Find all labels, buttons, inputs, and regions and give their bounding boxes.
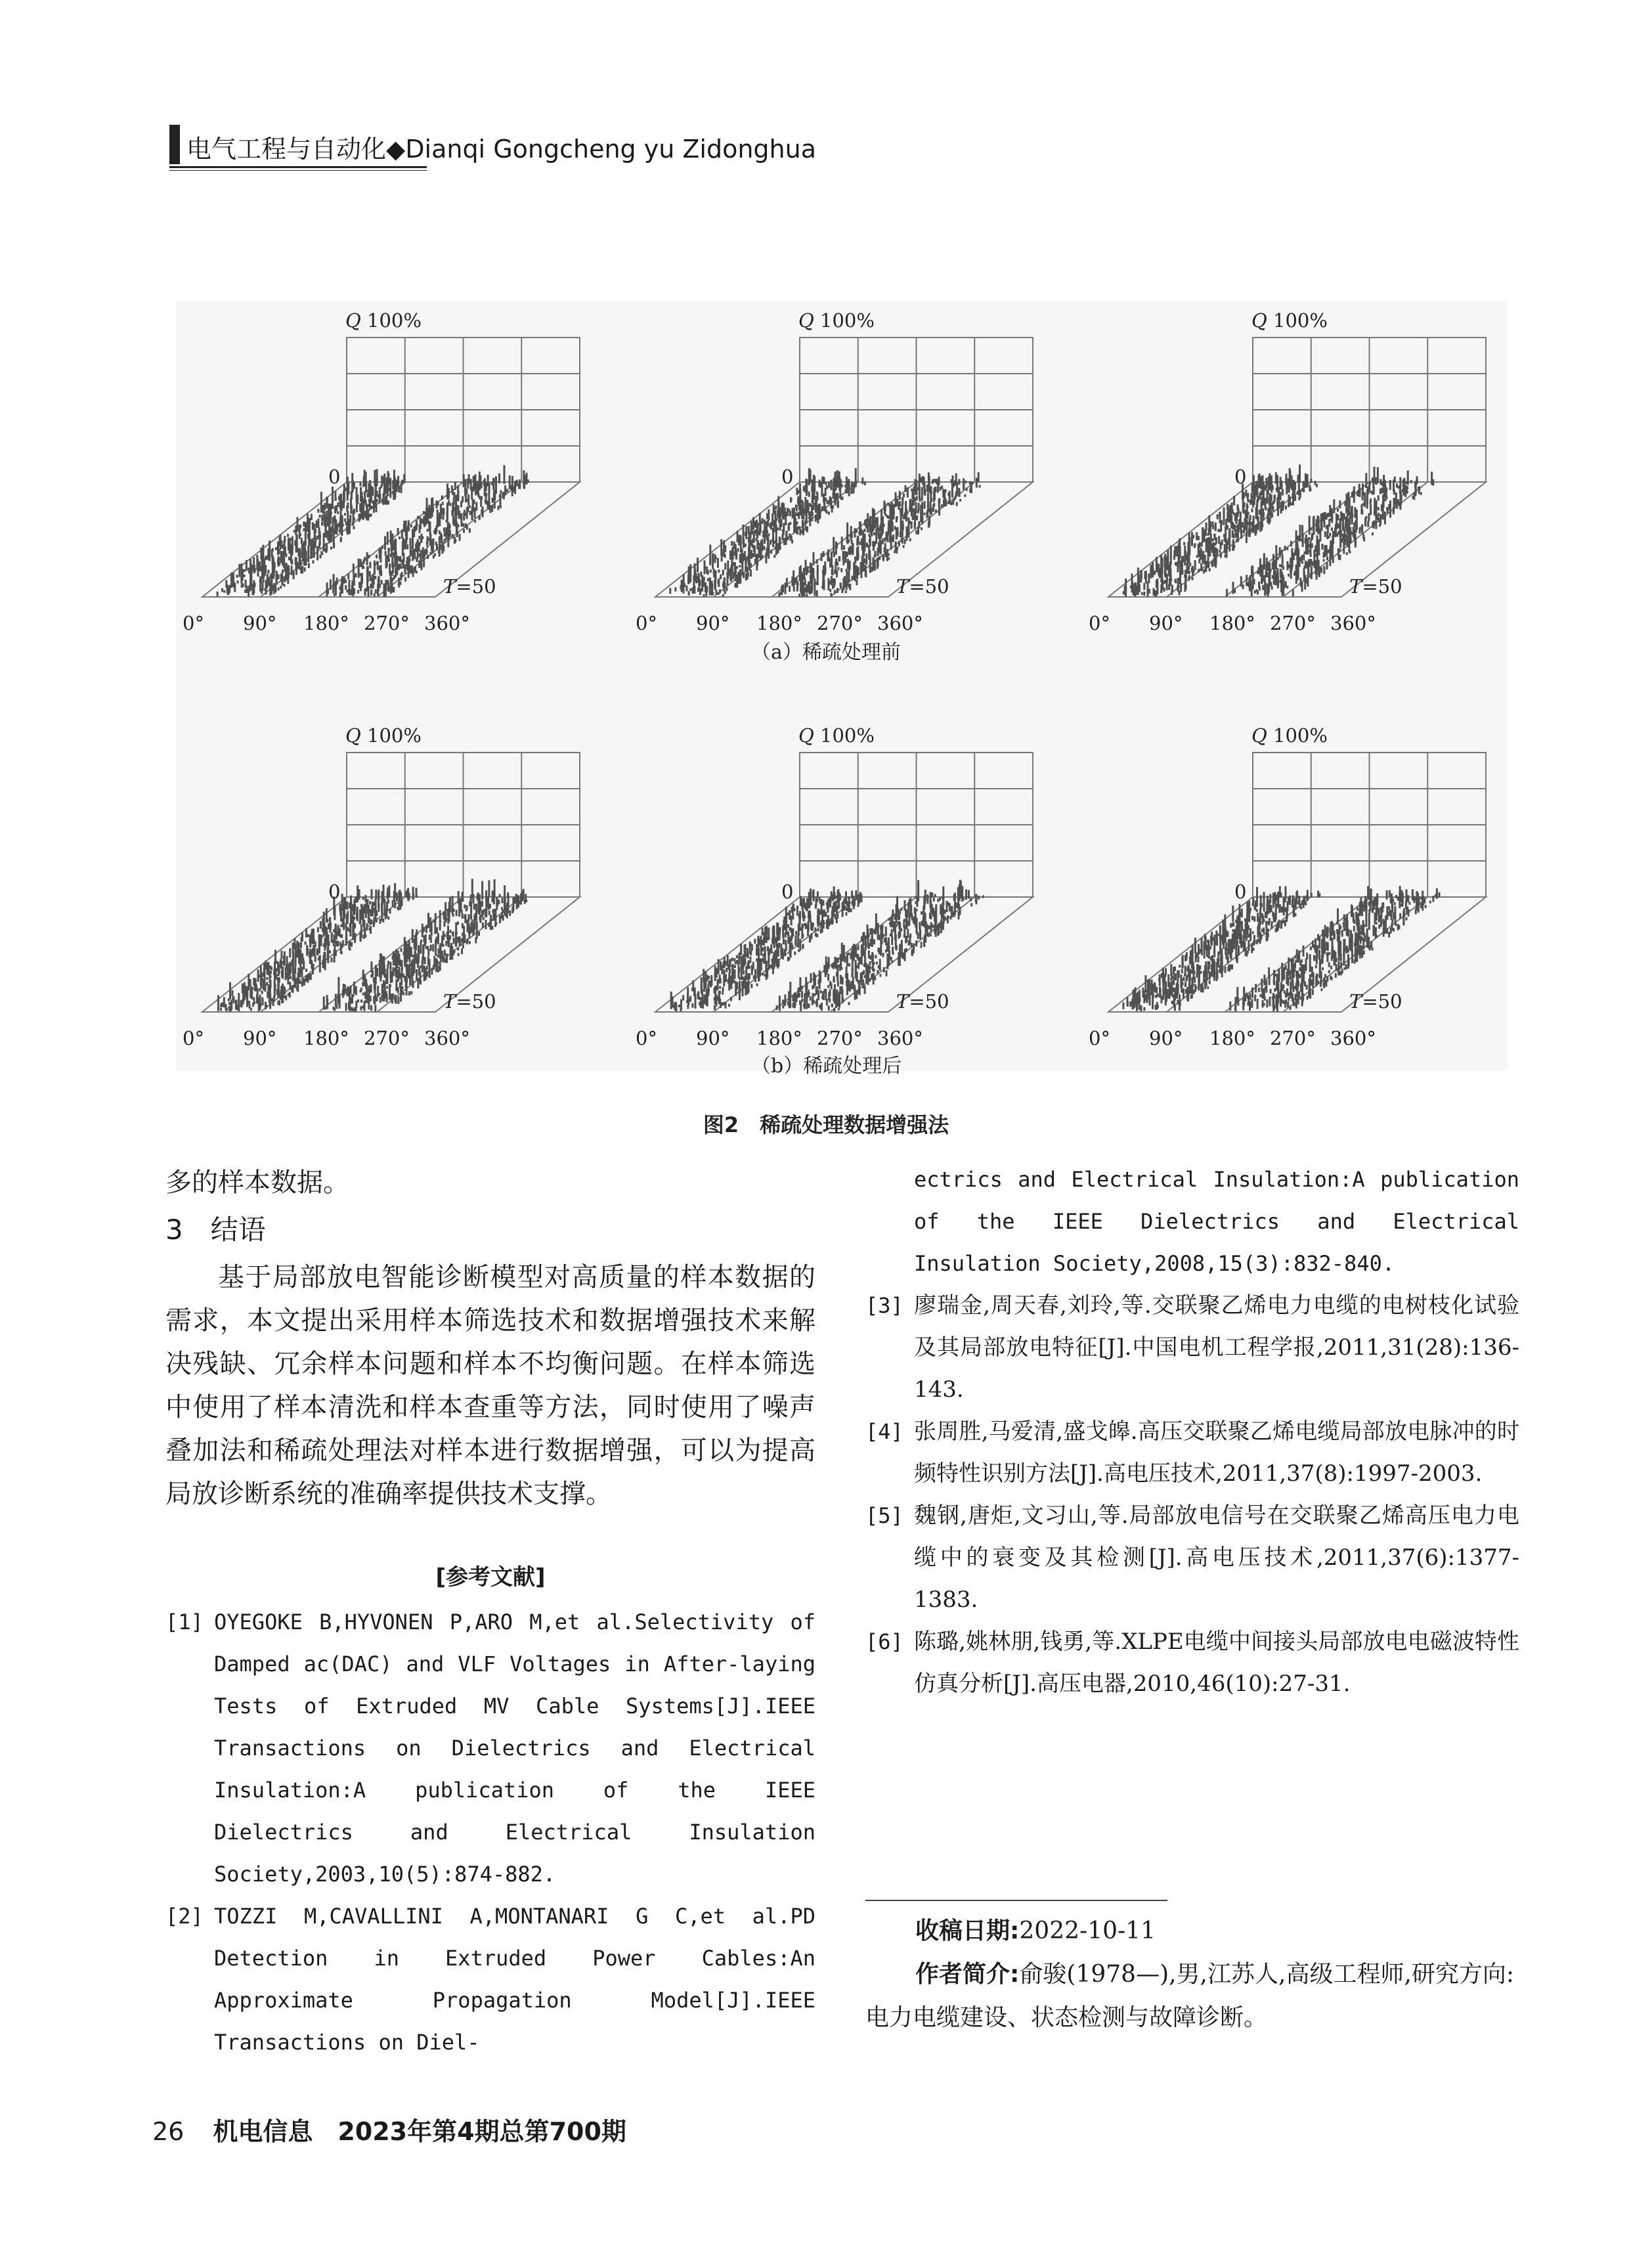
q-axis-label: Q 100% xyxy=(345,724,422,747)
reference-text: ectrics and Electrical Insulation:A publication of the IEEE Dielectrics and Electrical Insulation Society,2008,15(3):832-840. xyxy=(914,1167,1519,1276)
phase-tick-label: 360° xyxy=(424,612,470,634)
reference-2-continuation xyxy=(865,1158,1519,1284)
q-axis-label: Q 100% xyxy=(798,309,875,332)
prpd-panel-6 xyxy=(1082,720,1502,1049)
prpd-panel-3 xyxy=(1082,305,1502,634)
q-axis-label: Q 100% xyxy=(1251,724,1328,747)
running-header xyxy=(186,129,816,165)
reference-text: 廖瑞金,周天春,刘玲,等.交联聚乙烯电力电缆的电树枝化试验及其局部放电特征[J].中国电机工程学报,2011,31(28):136-143. xyxy=(914,1292,1519,1403)
phase-tick-label: 270° xyxy=(817,612,863,634)
reference-text: TOZZI M,CAVALLINI A,MONTANARI G C,et al.PD Detection in Extruded Power Cables:An Approximate Propagation Model[J].IEEE Transactions on Diel- xyxy=(214,1904,815,2055)
phase-tick-label: 90° xyxy=(1149,612,1183,634)
reference-2 xyxy=(165,1895,815,2063)
phase-tick-label: 90° xyxy=(696,612,730,634)
reference-6 xyxy=(865,1621,1519,1705)
reference-1 xyxy=(165,1601,815,1895)
received-value: 2022-10-11 xyxy=(1019,1917,1156,1944)
reference-number: [2] xyxy=(165,1904,204,1929)
phase-tick-label: 180° xyxy=(756,612,802,634)
references-title: [参考文献] xyxy=(435,1564,546,1590)
phase-tick-label: 90° xyxy=(243,612,277,634)
t-axis-label: T=50 xyxy=(443,990,496,1013)
t-axis-label: T=50 xyxy=(1349,575,1402,598)
phase-tick-label: 360° xyxy=(877,612,923,634)
phase-tick-label: 180° xyxy=(1209,612,1255,634)
reference-number: [1] xyxy=(165,1610,204,1634)
header-rule xyxy=(169,166,427,168)
t-axis-label: T=50 xyxy=(896,575,949,598)
phase-tick-label: 360° xyxy=(1330,612,1376,634)
reference-text: 魏钢,唐炬,文习山,等.局部放电信号在交联聚乙烯高压电力电缆中的衰变及其检测[J].高电压技术,2011,37(6):1377-1383. xyxy=(914,1502,1519,1613)
reference-text: OYEGOKE B,HYVONEN P,ARO M,et al.Selectivity of Damped ac(DAC) and VLF Voltages in After-laying Tests of Extruded MV Cable Systems[J].IEEE Transactions on Dielectrics and Electrical Insulation:A publication of the IEEE Dielectrics and Electrical Insulation Society,2003,10(5):874-882. xyxy=(214,1610,815,1887)
phase-tick-label: 180° xyxy=(1209,1027,1255,1049)
header-bar xyxy=(169,125,180,164)
q-axis-label: Q 100% xyxy=(798,724,875,747)
phase-tick-label: 0° xyxy=(1089,612,1110,634)
phase-tick-label: 90° xyxy=(243,1027,277,1049)
phase-tick-label: 0° xyxy=(183,612,204,634)
reference-number: [5] xyxy=(865,1503,903,1528)
zero-label: 0 xyxy=(1234,881,1247,903)
footnote-rule xyxy=(865,1900,1167,1901)
reference-number: [6] xyxy=(865,1629,903,1654)
author-label: 作者简介: xyxy=(915,1961,1020,1988)
subcaption-b: （b）稀疏处理后 xyxy=(751,1055,902,1078)
phase-tick-label: 270° xyxy=(1270,612,1316,634)
paragraph-continuation: 多的样本数据。 xyxy=(165,1168,349,1198)
page-number: 26 xyxy=(152,2117,185,2146)
phase-tick-label: 180° xyxy=(303,1027,349,1049)
reference-text: 陈璐,姚林朋,钱勇,等.XLPE电缆中间接头局部放电电磁波特性仿真分析[J].高压电器,2010,46(10):27-31. xyxy=(914,1629,1519,1697)
author-value: 俞骏(1978—),男,江苏人,高级工程师,研究方向:电力电缆建设、状态检测与故障诊断。 xyxy=(865,1961,1515,2031)
t-axis-label: T=50 xyxy=(1349,990,1402,1013)
zero-label: 0 xyxy=(1234,466,1247,488)
prpd-panel-2 xyxy=(629,305,1049,634)
reference-3 xyxy=(865,1284,1519,1411)
q-axis-label: Q 100% xyxy=(1251,309,1328,332)
zero-label: 0 xyxy=(781,881,794,903)
phase-tick-label: 270° xyxy=(364,1027,410,1049)
diamond-icon: ◆ xyxy=(386,135,406,164)
t-axis-label: T=50 xyxy=(896,990,949,1013)
phase-tick-label: 360° xyxy=(877,1027,923,1049)
phase-tick-label: 90° xyxy=(1149,1027,1183,1049)
phase-tick-label: 0° xyxy=(1089,1027,1110,1049)
phase-tick-label: 180° xyxy=(756,1027,802,1049)
section-heading: 3 结语 xyxy=(165,1214,266,1246)
reference-number: [3] xyxy=(865,1293,903,1318)
journal-issue: 机电信息 2023年第4期总第700期 xyxy=(213,2117,626,2146)
phase-tick-label: 0° xyxy=(636,612,657,634)
subcaption-a: （a）稀疏处理前 xyxy=(751,641,901,664)
received-date xyxy=(865,1910,1519,1953)
author-bio xyxy=(865,1953,1519,2040)
phase-tick-label: 180° xyxy=(303,612,349,634)
phase-tick-label: 360° xyxy=(424,1027,470,1049)
reference-text: 张周胜,马爱清,盛戈皞.高压交联聚乙烯电缆局部放电脉冲的时频特性识别方法[J].高电压技术,2011,37(8):1997-2003. xyxy=(914,1418,1519,1487)
phase-tick-label: 0° xyxy=(636,1027,657,1049)
phase-tick-label: 360° xyxy=(1330,1027,1376,1049)
left-column xyxy=(165,1161,815,2063)
zero-label: 0 xyxy=(328,466,341,488)
prpd-panel-4 xyxy=(176,720,596,1049)
journal-name-pinyin: Dianqi Gongcheng yu Zidonghua xyxy=(405,135,817,164)
figure-2 xyxy=(176,301,1508,1078)
phase-tick-label: 90° xyxy=(696,1027,730,1049)
journal-name-cn: 电气工程与自动化 xyxy=(186,135,387,164)
received-label: 收稿日期: xyxy=(915,1917,1020,1944)
reference-list xyxy=(165,1601,815,2063)
reference-number: [4] xyxy=(865,1419,903,1444)
phase-tick-label: 270° xyxy=(1270,1027,1316,1049)
prpd-panel-1 xyxy=(176,305,596,634)
q-axis-label: Q 100% xyxy=(345,309,422,332)
conclusion-paragraph: 基于局部放电智能诊断模型对高质量的样本数据的需求，本文提出采用样本筛选技术和数据增强技术来解决残缺、冗余样本问题和样本不均衡问题。在样本筛选中使用了样本清洗和样本查重等方法，同时使用了噪声叠加法和稀疏处理法对样本进行数据增强，可以为提高局放诊断系统的准确率提供技术支撑。 xyxy=(165,1262,815,1509)
t-axis-label: T=50 xyxy=(443,575,496,598)
zero-label: 0 xyxy=(781,466,794,488)
reference-4 xyxy=(865,1411,1519,1495)
right-column xyxy=(865,1158,1519,1705)
page-footer xyxy=(152,2111,626,2147)
figure-caption: 图2 稀疏处理数据增强法 xyxy=(703,1112,949,1137)
prpd-panel-5 xyxy=(629,720,1049,1049)
article-notes xyxy=(865,1910,1519,2040)
phase-tick-label: 270° xyxy=(817,1027,863,1049)
phase-tick-label: 270° xyxy=(364,612,410,634)
zero-label: 0 xyxy=(328,881,341,903)
header-rule-thin xyxy=(169,170,427,171)
reference-5 xyxy=(865,1495,1519,1621)
phase-tick-label: 0° xyxy=(183,1027,204,1049)
